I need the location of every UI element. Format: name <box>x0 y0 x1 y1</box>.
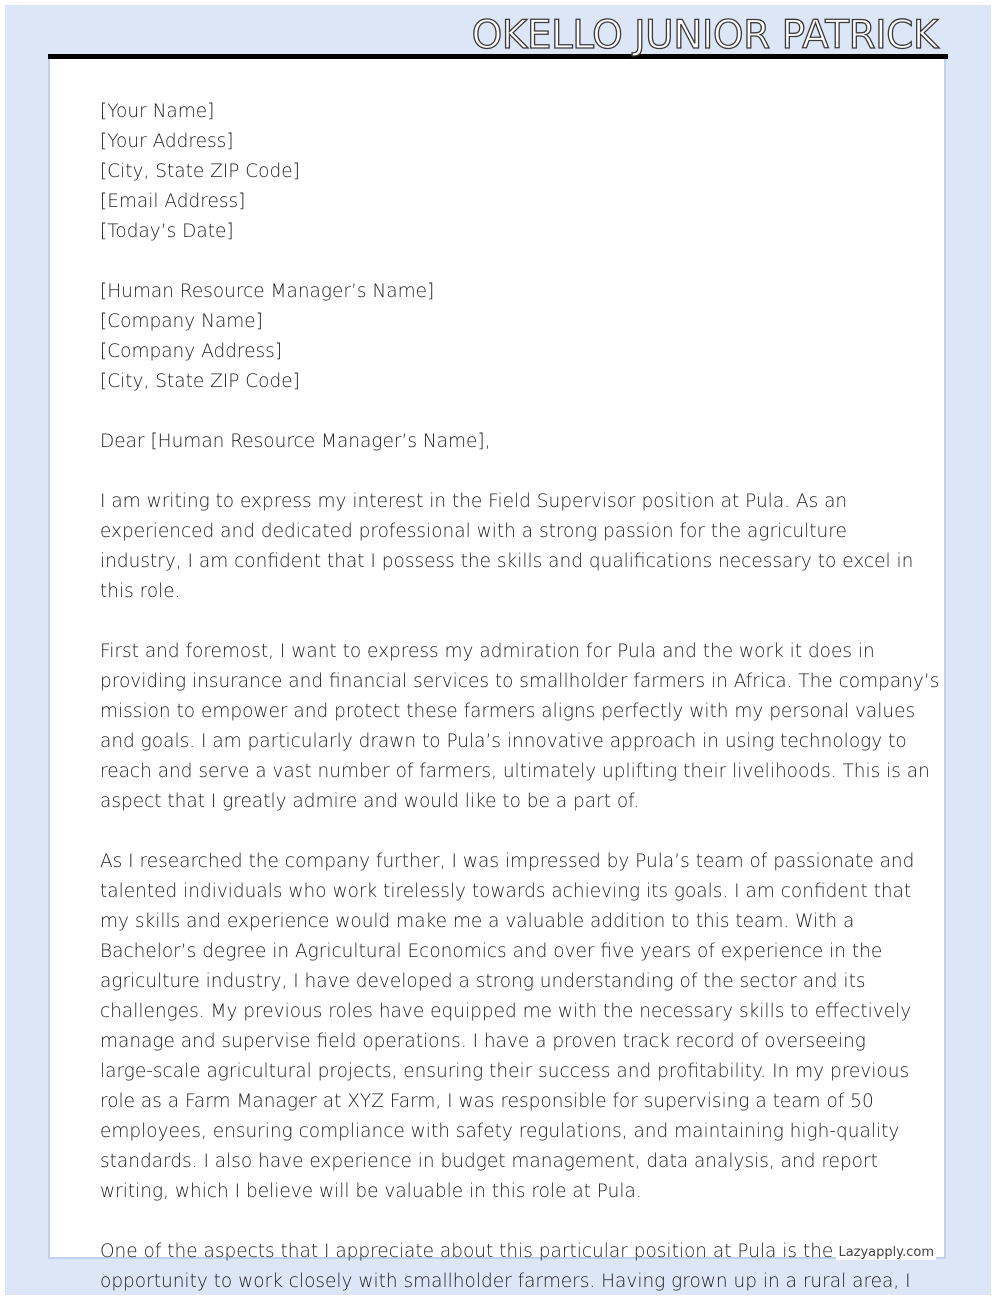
paragraph-line: experienced and dedicated professional with a strong passion for the agriculture <box>100 521 847 542</box>
sender-city-state-zip: [City, State ZIP Code] <box>100 161 300 182</box>
sender-email: [Email Address] <box>100 191 246 212</box>
spacer <box>100 607 900 637</box>
recipient-address: [Company Address] <box>100 341 283 362</box>
paragraph-line: talented individuals who work tirelessly towards achieving its goals. I am confident that <box>100 881 912 902</box>
spacer <box>100 817 900 847</box>
paragraph-line: First and foremost, I want to express my admiration for Pula and the work it does in <box>100 641 875 662</box>
paragraph-line: standards. I also have experience in budget management, data analysis, and report <box>100 1151 878 1172</box>
sender-address: [Your Address] <box>100 131 234 152</box>
spacer <box>100 397 900 427</box>
paragraph-1 <box>100 487 914 607</box>
paragraph-line: role as a Farm Manager at XYZ Farm, I was responsible for supervising a team of 50 <box>100 1091 874 1112</box>
paragraph-line: writing, which I believe will be valuable in this role at Pula. <box>100 1181 642 1202</box>
recipient-company: [Company Name] <box>100 311 263 332</box>
paragraph-3 <box>100 847 915 1207</box>
paragraph-line: large-scale agricultural projects, ensuring their success and profitability. In my previous <box>100 1061 910 1082</box>
spacer <box>100 457 900 487</box>
spacer <box>100 247 900 277</box>
paragraph-line: mission to empower and protect these farmers aligns perfectly with my personal values <box>100 701 916 722</box>
paragraph-4 <box>100 1237 911 1297</box>
paragraph-line: reach and serve a vast number of farmers, ultimately uplifting their livelihoods. This is an <box>100 761 930 782</box>
sender-name: [Your Name] <box>100 101 215 122</box>
paragraph-line: my skills and experience would make me a valuable addition to this team. With a <box>100 911 855 932</box>
paragraph-2 <box>100 637 940 817</box>
salutation: Dear [Human Resource Manager’s Name], <box>100 431 491 452</box>
paragraph-line: industry, I am confident that I possess the skills and qualifications necessary to excel in <box>100 551 914 572</box>
paragraph-line: providing insurance and financial services to smallholder farmers in Africa. The company’s <box>100 671 940 692</box>
recipient-city-state-zip: [City, State ZIP Code] <box>100 371 300 392</box>
sender-block <box>100 97 900 247</box>
cover-letter-body <box>100 97 940 1297</box>
paragraph-line: Bachelor’s degree in Agricultural Economics and over five years of experience in the <box>100 941 883 962</box>
paragraph-line: aspect that I greatly admire and would like to be a part of. <box>100 791 640 812</box>
watermark-link[interactable]: Lazyapply.com <box>838 1245 934 1260</box>
paragraph-line: As I researched the company further, I was impressed by Pula’s team of passionate and <box>100 851 915 872</box>
paragraph-line: challenges. My previous roles have equipped me with the necessary skills to effectively <box>100 1001 912 1022</box>
recipient-name: [Human Resource Manager’s Name] <box>100 281 435 302</box>
paragraph-line: I am writing to express my interest in the Field Supervisor position at Pula. As an <box>100 491 848 512</box>
letter-date: [Today’s Date] <box>100 221 234 242</box>
paragraph-line: this role. <box>100 581 181 602</box>
paragraph-line: manage and supervise field operations. I have a proven track record of overseeing <box>100 1031 866 1052</box>
paragraph-line: and goals. I am particularly drawn to Pula’s innovative approach in using technology to <box>100 731 907 752</box>
paragraph-line: agriculture industry, I have developed a strong understanding of the sector and its <box>100 971 866 992</box>
paragraph-line: One of the aspects that I appreciate about this particular position at Pula is the <box>100 1241 834 1262</box>
paragraph-line: opportunity to work closely with smallholder farmers. Having grown up in a rural area, I <box>100 1271 911 1292</box>
recipient-block <box>100 277 900 397</box>
paragraph-line: employees, ensuring compliance with safety regulations, and maintaining high-quality <box>100 1121 900 1142</box>
applicant-name-heading: OKELLO JUNIOR PATRICK <box>471 13 938 58</box>
spacer <box>100 1207 900 1237</box>
